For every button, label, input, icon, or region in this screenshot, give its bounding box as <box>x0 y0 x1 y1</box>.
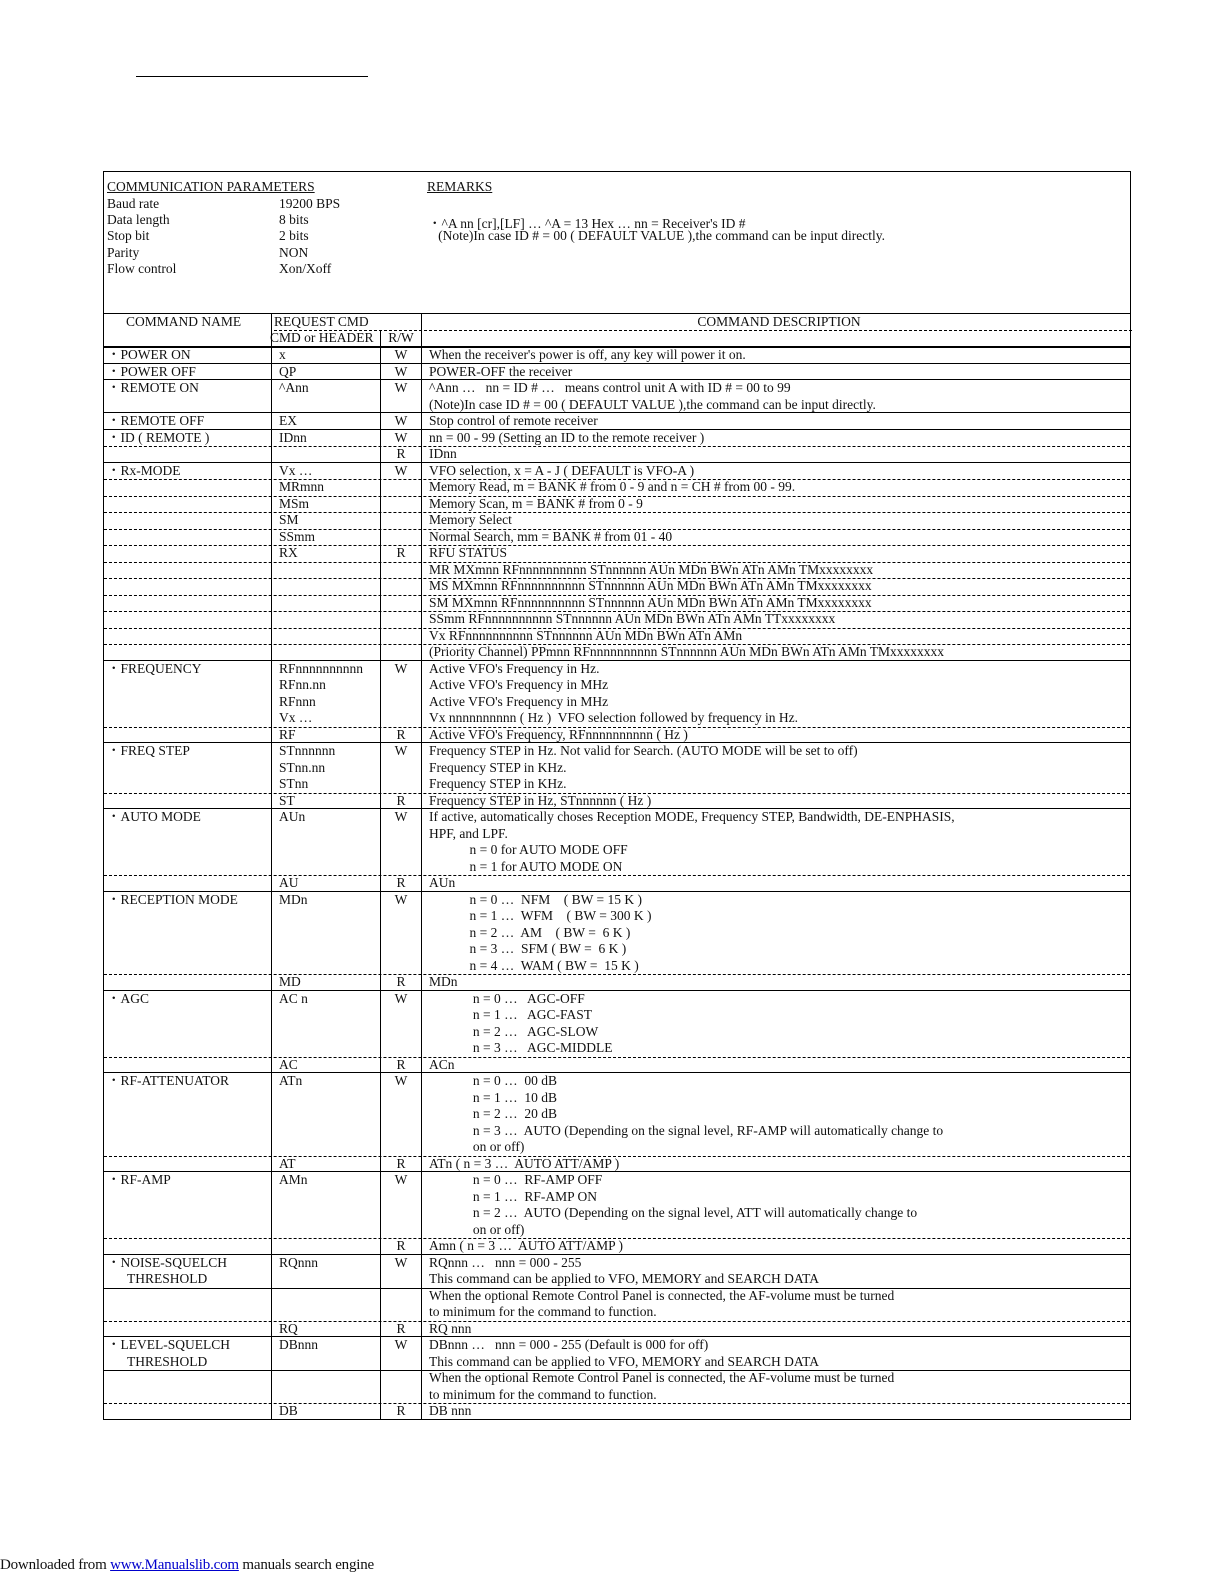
description-cell: MR MXmnn RFnnnnnnnnnn STnnnnnn AUn MDn BWn ATn AMn TMxxxxxxxx <box>429 561 874 577</box>
cmd-cell: x <box>279 347 286 362</box>
cmd-cell: AC n <box>279 990 308 1006</box>
description-cell: POWER-OFF the receiver <box>429 363 573 379</box>
table-row <box>104 776 1130 794</box>
cmd-cell: RX <box>279 545 298 560</box>
table-row <box>104 1304 1130 1322</box>
description-cell: n = 1 … RF-AMP ON <box>429 1188 598 1204</box>
table-row <box>104 545 1130 563</box>
table-row <box>104 842 1130 859</box>
description-cell: n = 1 … WFM ( BW = 300 K ) <box>429 908 652 923</box>
cmd-cell: DBnnn <box>279 1337 319 1352</box>
command-name: ・POWER ON <box>107 347 191 362</box>
header-rw: R/W <box>388 330 414 345</box>
table-row <box>104 1073 1130 1090</box>
table-row <box>104 1255 1130 1272</box>
description-cell: IDnn <box>429 446 457 461</box>
description-cell: n = 3 … AUTO (Depending on the signal level, RF-AMP will automatically change to <box>429 1122 944 1138</box>
command-name: ・RF-ATTENUATOR <box>107 1073 230 1088</box>
table-row <box>104 925 1130 942</box>
description-cell: Active VFO's Frequency in MHz <box>429 677 609 692</box>
description-cell: on or off) <box>429 1221 525 1237</box>
description-cell: n = 1 for AUTO MODE ON <box>429 858 623 874</box>
table-row <box>104 628 1130 646</box>
header-command-description: COMMAND DESCRIPTION <box>697 314 861 329</box>
footer-prefix: Downloaded from <box>0 1557 111 1573</box>
command-name: ・FREQ STEP <box>107 743 190 758</box>
table-row <box>104 644 1130 661</box>
table-row <box>104 578 1130 596</box>
description-cell: Frequency STEP in KHz. <box>429 776 567 791</box>
rw-cell: W <box>394 380 408 395</box>
manualslib-link[interactable]: www.Manualslib.com <box>110 1557 239 1573</box>
table-row <box>104 1403 1130 1420</box>
cmd-cell: EX <box>279 413 297 428</box>
communication-parameters-box <box>104 172 1130 314</box>
cmd-cell: SSmm <box>279 528 316 544</box>
table-row <box>104 1090 1130 1107</box>
table-row <box>104 1288 1130 1305</box>
command-group <box>104 347 1130 364</box>
description-cell: n = 0 … 00 dB <box>429 1073 557 1088</box>
rw-cell: W <box>394 347 408 362</box>
description-cell: When the optional Remote Control Panel is connected, the AF-volume must be turned <box>429 1287 895 1303</box>
table-row <box>104 1123 1130 1140</box>
description-cell: Amn ( n = 3 … AUTO ATT/AMP ) <box>429 1238 623 1253</box>
table-row <box>104 479 1130 497</box>
table-row <box>104 727 1130 744</box>
command-name: ・AGC <box>107 990 150 1006</box>
cmd-cell: ST <box>279 792 295 808</box>
cmd-cell: STnn.nn <box>279 759 326 775</box>
description-cell: DB nnn <box>429 1403 472 1418</box>
cmd-cell: RFnn.nn <box>279 677 326 692</box>
table-row <box>104 1354 1130 1372</box>
rw-cell: R <box>396 1320 406 1336</box>
rw-cell: W <box>394 413 408 428</box>
table-row <box>104 1337 1130 1354</box>
description-cell: ACn <box>429 1056 455 1072</box>
description-cell: SM MXmnn RFnnnnnnnnnn STnnnnnn AUn MDn BWn ATn AMn TMxxxxxxxx <box>429 594 872 610</box>
param-label: Stop bit <box>107 228 150 243</box>
command-group <box>104 1172 1130 1255</box>
column-divider <box>271 314 272 1419</box>
rw-cell: R <box>396 792 406 808</box>
description-cell: MS MXmnn RFnnnnnnnnnn STnnnnnn AUn MDn BWn ATn AMn TMxxxxxxxx <box>429 578 872 593</box>
cmd-cell: AT <box>279 1155 296 1171</box>
param-label: Parity <box>107 245 140 260</box>
cmd-cell: RFnnnnnnnnnn <box>279 660 364 676</box>
param-value: 8 bits <box>279 212 309 227</box>
cmd-cell: AMn <box>279 1172 308 1187</box>
description-cell: When the receiver's power is off, any key will power it on. <box>429 347 746 362</box>
description-cell: Memory Select <box>429 512 512 527</box>
table-row <box>104 694 1130 711</box>
table-row <box>104 991 1130 1008</box>
column-divider <box>421 314 422 1419</box>
cmd-cell: DB <box>279 1403 298 1418</box>
table-row <box>104 1007 1130 1024</box>
table-row <box>104 958 1130 976</box>
cmd-cell: STnn <box>279 776 309 791</box>
table-row <box>104 1205 1130 1222</box>
rw-cell: W <box>394 1073 408 1088</box>
table-row <box>104 1040 1130 1058</box>
command-group <box>104 463 1130 661</box>
description-cell: RQ nnn <box>429 1320 472 1336</box>
table-row <box>104 1172 1130 1189</box>
description-cell: Active VFO's Frequency, RFnnnnnnnnnn ( Hz ) <box>429 726 688 742</box>
rw-cell: W <box>394 429 408 445</box>
rw-cell: W <box>394 743 408 758</box>
rw-cell: W <box>394 891 408 907</box>
command-group <box>104 1073 1130 1172</box>
table-row <box>104 1387 1130 1405</box>
description-cell: n = 4 … WAM ( BW = 15 K ) <box>429 957 639 973</box>
description-cell: AUn <box>429 875 456 890</box>
command-name: ・RECEPTION MODE <box>107 891 238 907</box>
table-row <box>104 430 1130 448</box>
description-cell: to minimum for the command to function. <box>429 1304 657 1319</box>
rw-cell: R <box>396 545 406 560</box>
command-group <box>104 1337 1130 1420</box>
description-cell: Frequency STEP in KHz. <box>429 759 567 775</box>
description-cell: DBnnn … nnn = 000 - 255 (Default is 000 for off) <box>429 1337 709 1352</box>
command-name: ・LEVEL-SQUELCH THRESHOLD <box>107 1337 230 1369</box>
description-cell: Active VFO's Frequency in Hz. <box>429 660 600 676</box>
table-row <box>104 809 1130 826</box>
table-row <box>104 1106 1130 1123</box>
table-row <box>104 760 1130 777</box>
param-value: 2 bits <box>279 228 309 243</box>
table-row <box>104 1222 1130 1240</box>
remark-line: ・^A nn [cr],[LF] … ^A = 13 Hex … nn = Receiver's ID # <box>428 216 746 231</box>
command-group <box>104 892 1130 991</box>
description-cell: If active, automatically choses Reception MODE, Frequency STEP, Bandwidth, DE-ENPHASIS, <box>429 809 955 824</box>
description-cell: n = 3 … AGC-MIDDLE <box>429 1040 613 1055</box>
table-row <box>104 364 1130 381</box>
cmd-cell: AU <box>279 875 299 890</box>
cmd-cell: MRmnn <box>279 479 325 494</box>
table-row <box>104 512 1130 530</box>
rw-cell: R <box>396 1155 406 1171</box>
command-sheet <box>103 171 1131 1420</box>
command-group <box>104 743 1130 809</box>
cmd-cell: Vx … <box>279 710 313 725</box>
command-name: ・POWER OFF <box>107 363 196 379</box>
param-label: Baud rate <box>107 196 160 211</box>
param-label: Flow control <box>107 261 177 276</box>
command-group <box>104 380 1130 413</box>
table-row <box>104 1057 1130 1074</box>
description-cell: n = 1 … 10 dB <box>429 1089 557 1105</box>
command-name: ・ID ( REMOTE ) <box>107 429 210 445</box>
table-row <box>104 1321 1130 1338</box>
description-cell: Memory Scan, m = BANK # from 0 - 9 <box>429 495 643 511</box>
param-value: 19200 BPS <box>279 196 341 211</box>
cmd-cell: RFnnn <box>279 693 316 709</box>
command-name: ・FREQUENCY <box>107 660 202 676</box>
description-cell: (Note)In case ID # = 00 ( DEFAULT VALUE ),the command can be input directly. <box>429 396 876 412</box>
table-row <box>104 562 1130 580</box>
rw-cell: W <box>394 990 408 1006</box>
header-command-name: COMMAND NAME <box>126 314 242 329</box>
cmd-cell: QP <box>279 363 297 379</box>
cmd-cell: MD <box>279 974 301 989</box>
description-cell: n = 0 … NFM ( BW = 15 K ) <box>429 891 642 907</box>
table-row <box>104 859 1130 877</box>
rw-cell: R <box>396 1238 406 1253</box>
table-row <box>104 875 1130 892</box>
table-row <box>104 710 1130 728</box>
table-row <box>104 826 1130 843</box>
description-cell: VFO selection, x = A - J ( DEFAULT is VFO-A ) <box>429 462 695 478</box>
description-cell: nn = 00 - 99 (Setting an ID to the remote receiver ) <box>429 429 705 445</box>
cmd-cell: RF <box>279 726 296 742</box>
command-group <box>104 364 1130 381</box>
table-row <box>104 595 1130 613</box>
cmd-cell: AC <box>279 1056 298 1072</box>
table-row <box>104 941 1130 958</box>
cmd-cell: STnnnnnn <box>279 743 336 758</box>
description-cell: Frequency STEP in Hz, STnnnnnn ( Hz ) <box>429 792 652 808</box>
description-cell: HPF, and LPF. <box>429 825 508 841</box>
description-cell: to minimum for the command to function. <box>429 1386 657 1402</box>
header-divider <box>274 330 1132 331</box>
description-cell: This command can be applied to VFO, MEMORY and SEARCH DATA <box>429 1271 820 1286</box>
description-cell: n = 2 … 20 dB <box>429 1106 557 1121</box>
table-row <box>104 793 1130 810</box>
table-row <box>104 380 1130 397</box>
table-header <box>104 314 1130 347</box>
table-row <box>104 347 1130 364</box>
command-group <box>104 809 1130 892</box>
rw-cell: R <box>396 726 406 742</box>
table-row <box>104 1024 1130 1041</box>
header-request-cmd: REQUEST CMD <box>274 314 369 329</box>
command-name: ・REMOTE OFF <box>107 413 205 428</box>
table-row <box>104 1156 1130 1173</box>
command-name: ・Rx-MODE <box>107 462 181 478</box>
footer-suffix: manuals search engine <box>238 1557 374 1573</box>
description-cell: n = 2 … AM ( BW = 6 K ) <box>429 924 631 940</box>
description-cell: Vx RFnnnnnnnnnn STnnnnnn AUn MDn BWn ATn AMn <box>429 627 743 643</box>
command-name: ・NOISE-SQUELCH THRESHOLD <box>107 1254 227 1286</box>
description-cell: n = 0 for AUTO MODE OFF <box>429 842 628 857</box>
command-name: ・AUTO MODE <box>107 809 201 824</box>
footer <box>0 1557 374 1574</box>
table-row <box>104 1370 1130 1387</box>
param-value: NON <box>279 245 309 260</box>
description-cell: MDn <box>429 974 458 989</box>
header-cmd-or-header: CMD or HEADER <box>270 330 374 345</box>
command-group <box>104 661 1130 744</box>
description-cell: Active VFO's Frequency in MHz <box>429 693 609 709</box>
description-cell: Memory Read, m = BANK # from 0 - 9 and n = CH # from 00 - 99. <box>429 479 796 494</box>
cmd-cell: RQ <box>279 1320 298 1336</box>
rw-cell: W <box>394 1172 408 1187</box>
rw-cell: W <box>394 660 408 676</box>
remark-line: (Note)In case ID # = 00 ( DEFAULT VALUE ),the command can be input directly. <box>428 228 886 243</box>
rw-cell: R <box>396 875 406 890</box>
table-row <box>104 677 1130 694</box>
rw-cell: R <box>396 1403 406 1418</box>
table-row <box>104 661 1130 678</box>
param-value: Xon/Xoff <box>279 261 332 276</box>
description-cell: RQnnn … nnn = 000 - 255 <box>429 1254 582 1270</box>
description-cell: Stop control of remote receiver <box>429 413 598 428</box>
rw-cell: R <box>396 446 406 461</box>
rw-cell: W <box>394 1254 408 1270</box>
table-row <box>104 1139 1130 1157</box>
table-row <box>104 529 1130 547</box>
cmd-cell: SM <box>279 512 299 527</box>
cmd-cell: ATn <box>279 1073 303 1088</box>
command-group <box>104 1255 1130 1338</box>
rw-cell: W <box>394 809 408 824</box>
rw-cell: R <box>396 1056 406 1072</box>
description-cell: SSmm RFnnnnnnnnnn STnnnnnn AUn MDn BWn ATn AMn TTxxxxxxxx <box>429 611 836 626</box>
description-cell: n = 3 … SFM ( BW = 6 K ) <box>429 941 627 956</box>
title-underline <box>136 76 368 77</box>
description-cell: (Priority Channel) PPmnn RFnnnnnnnnnn STnnnnnn AUn MDn BWn ATn AMn TMxxxxxxxx <box>429 644 945 659</box>
description-cell: n = 0 … RF-AMP OFF <box>429 1172 603 1187</box>
cmd-cell: Vx … <box>279 462 313 478</box>
table-row <box>104 397 1130 414</box>
remarks-heading: REMARKS <box>427 179 493 194</box>
rw-cell: W <box>394 363 408 379</box>
table-row <box>104 463 1130 481</box>
table-row <box>104 892 1130 909</box>
command-group <box>104 413 1130 430</box>
comm-params-heading: COMMUNICATION PARAMETERS <box>107 179 315 194</box>
description-cell: on or off) <box>429 1139 525 1154</box>
description-cell: This command can be applied to VFO, MEMORY and SEARCH DATA <box>429 1353 820 1369</box>
column-divider <box>380 330 381 1419</box>
command-group <box>104 430 1130 463</box>
cmd-cell: MDn <box>279 891 308 907</box>
rw-cell: W <box>394 462 408 478</box>
description-cell: When the optional Remote Control Panel is connected, the AF-volume must be turned <box>429 1370 895 1385</box>
rw-cell: R <box>396 974 406 989</box>
description-cell: n = 2 … AGC-SLOW <box>429 1023 599 1039</box>
description-cell: n = 2 … AUTO (Depending on the signal level, ATT will automatically change to <box>429 1205 918 1220</box>
table-row <box>104 611 1130 629</box>
command-name: ・REMOTE ON <box>107 380 199 395</box>
description-cell: n = 0 … AGC-OFF <box>429 990 585 1006</box>
table-row <box>104 908 1130 925</box>
description-cell: RFU STATUS <box>429 545 508 560</box>
table-row <box>104 1271 1130 1289</box>
table-row <box>104 743 1130 760</box>
table-row <box>104 496 1130 514</box>
description-cell: n = 1 … AGC-FAST <box>429 1007 593 1022</box>
table-row <box>104 413 1130 430</box>
command-name: ・RF-AMP <box>107 1172 171 1187</box>
description-cell: Normal Search, mm = BANK # from 01 - 40 <box>429 528 673 544</box>
cmd-cell: MSm <box>279 495 310 511</box>
description-cell: ^Ann … nn = ID # … means control unit A with ID # = 00 to 99 <box>429 380 791 395</box>
description-cell: Vx nnnnnnnnnn ( Hz ) VFO selection followed by frequency in Hz. <box>429 710 799 725</box>
cmd-cell: AUn <box>279 809 306 824</box>
command-group <box>104 991 1130 1074</box>
table-row <box>104 1189 1130 1206</box>
param-label: Data length <box>107 212 170 227</box>
description-cell: Frequency STEP in Hz. Not valid for Search. (AUTO MODE will be set to off) <box>429 743 858 758</box>
table-row <box>104 1238 1130 1255</box>
cmd-cell: RQnnn <box>279 1254 319 1270</box>
rw-cell: W <box>394 1337 408 1352</box>
cmd-cell: IDnn <box>279 429 307 445</box>
table-row <box>104 446 1130 463</box>
table-row <box>104 974 1130 991</box>
description-cell: ATn ( n = 3 … AUTO ATT/AMP ) <box>429 1155 620 1171</box>
cmd-cell: ^Ann <box>279 380 309 395</box>
